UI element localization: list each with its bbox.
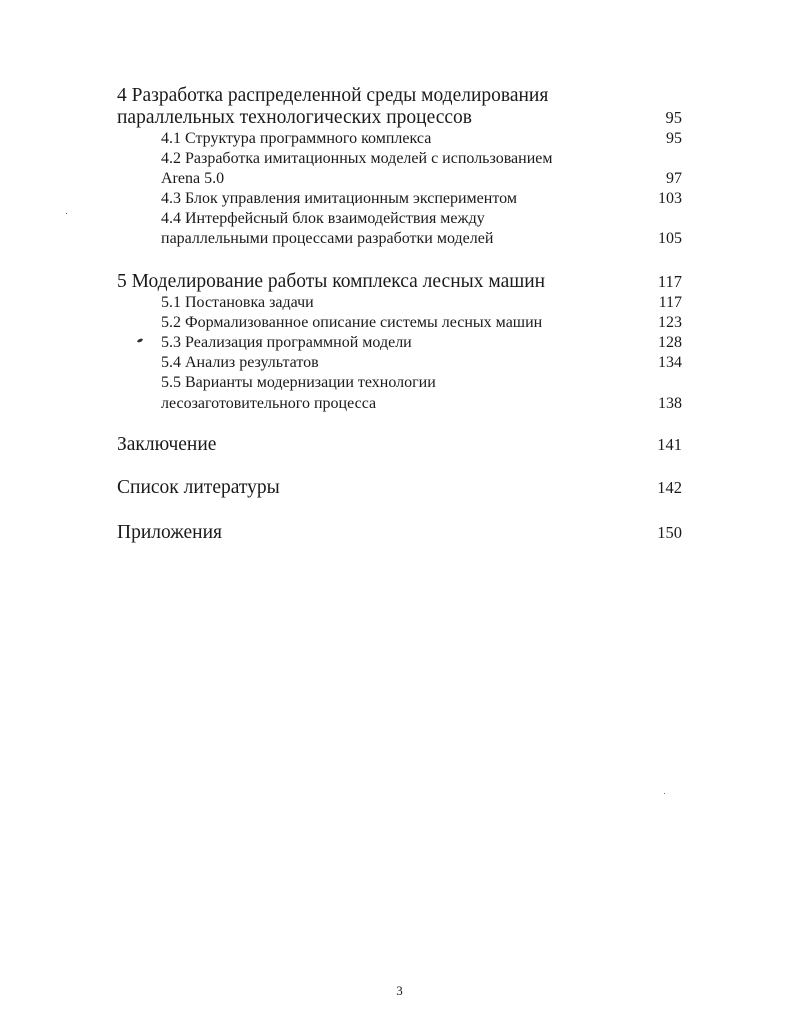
chapter-5-title: 5 Моделирование работы комплекса лесных машин (117, 271, 546, 292)
chapter-5-page: 117 (657, 272, 682, 291)
section-5-5-page: 138 (658, 395, 682, 412)
section-4-3-label: 4.3 Блок управления имитационным экспериментом (161, 190, 517, 207)
references-page: 142 (657, 478, 682, 497)
conclusion-title: Заключение (117, 434, 217, 455)
page-number: 3 (396, 983, 403, 998)
section-4-4-page: 105 (658, 230, 682, 247)
section-5-2-label: 5.2 Формализованное описание системы лесных машин (161, 314, 543, 331)
section-5-5-label-cont: лесозаготовительного процесса (161, 395, 377, 412)
section-4-2-page: 97 (666, 170, 682, 187)
chapter-4-title-line-2: параллельных технологических процессов (117, 107, 472, 128)
section-4-1-label: 4.1 Структура программного комплекса (161, 130, 432, 147)
chapter-4-title-line-1: 4 Разработка распределенной среды моделирования (117, 85, 549, 106)
section-5-2-page: 123 (658, 314, 682, 331)
references-title: Список литературы (117, 477, 280, 498)
section-4-2-label: 4.2 Разработка имитационных моделей с использованием (161, 150, 553, 167)
section-4-1-page: 95 (666, 130, 682, 147)
conclusion-page: 141 (657, 435, 682, 454)
section-4-4-label-cont: параллельными процессами разработки моделей (161, 230, 494, 247)
section-4-4-label: 4.4 Интерфейсный блок взаимодействия между (161, 210, 485, 227)
section-5-4-page: 134 (658, 354, 682, 371)
section-5-3-label: 5.3 Реализация программной модели (161, 334, 412, 351)
appendices-page: 150 (657, 523, 682, 542)
section-4-2-label-cont: Arena 5.0 (161, 170, 225, 187)
section-5-3-page: 128 (658, 334, 682, 351)
appendices-title: Приложения (117, 522, 222, 543)
chapter-4-page: 95 (665, 108, 682, 127)
section-5-4-label: 5.4 Анализ результатов (161, 354, 319, 371)
section-5-1-label: 5.1 Постановка задачи (161, 294, 314, 311)
scan-speck (137, 338, 144, 343)
scan-speck (664, 793, 665, 794)
section-5-5-label: 5.5 Варианты модернизации технологии (161, 374, 436, 391)
section-5-1-page: 117 (658, 294, 682, 311)
scan-speck (66, 213, 67, 214)
section-4-3-page: 103 (658, 190, 682, 207)
